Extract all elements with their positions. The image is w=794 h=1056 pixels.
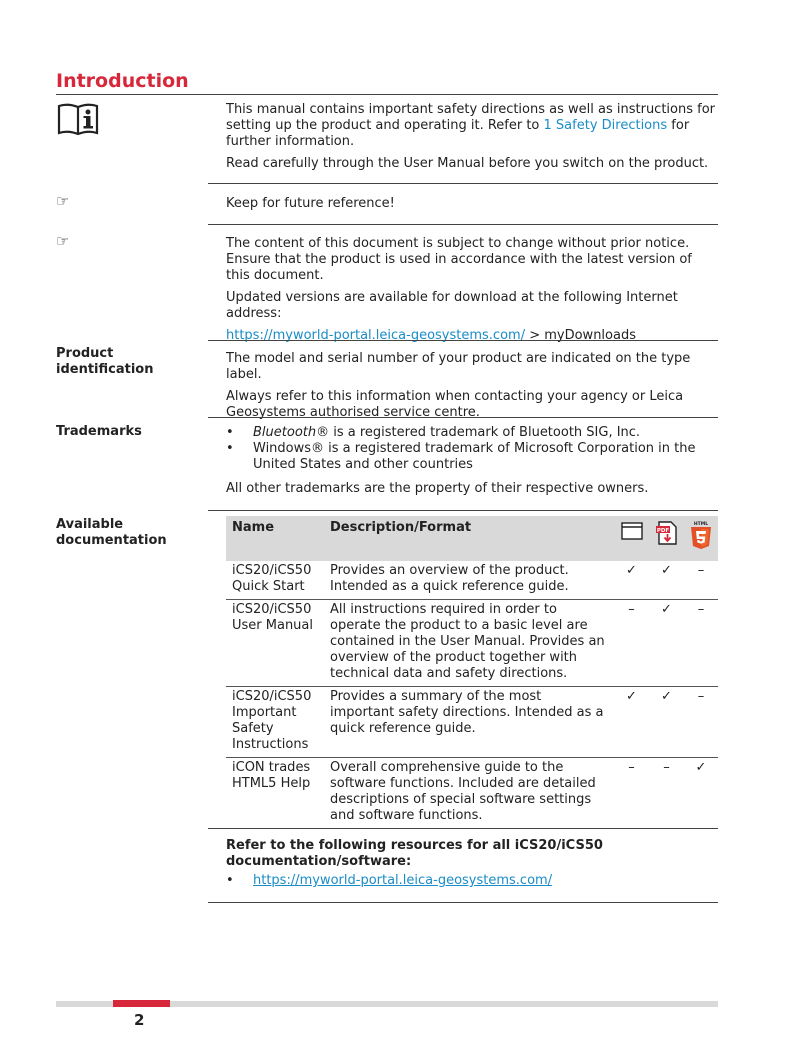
- note-content-change: [226, 236, 718, 344]
- doc-name-cell: iCS20/iCS50 Quick Start: [226, 561, 324, 600]
- format-mark: ✓: [614, 687, 649, 758]
- doc-description-cell: Overall comprehensive guide to the software functions. Included are detailed descriptions of special software settings and software functions.: [330, 760, 596, 823]
- format-mark: ✓: [649, 687, 684, 758]
- myworld-portal-link[interactable]: https://myworld-portal.leica-geosystems.com/: [226, 328, 526, 343]
- resources-portal-link[interactable]: https://myworld-portal.leica-geosystems.com/: [253, 873, 553, 888]
- svg-text:PDF: PDF: [656, 528, 669, 534]
- page-number: 2: [134, 1011, 145, 1029]
- format-mark: ✓: [649, 561, 684, 600]
- page-title: Introduction: [56, 70, 189, 92]
- doc-description-cell: All instructions required in order to operate the product to a basic level are contained in the User Manual. Provides an overview of the product together with technical data and safety directions.: [324, 600, 614, 687]
- format-mark: ✓: [649, 600, 684, 687]
- available-documentation-label: Available documentation: [56, 517, 167, 548]
- pointing-hand-icon: ☞: [56, 232, 70, 250]
- intro-text: [226, 102, 718, 172]
- documentation-table: [226, 516, 718, 828]
- safety-directions-link[interactable]: 1 Safety Directions: [543, 118, 668, 133]
- product-id-contact-paragraph: Always refer to this information when contacting your agency or Leica Geosystems authorised service centre.: [226, 389, 684, 420]
- documentation-section: [226, 516, 718, 828]
- section-divider: [208, 340, 718, 341]
- intro-paragraph: This manual contains important safety directions as well as instructions for setting up the product and operating it. Refer to 1 Safety Directions for further information.: [226, 102, 716, 149]
- format-mark: –: [684, 687, 718, 758]
- resources-block: [226, 838, 718, 889]
- manual-info-icon: [56, 102, 100, 141]
- doc-name-cell: iCS20/iCS50 User Manual: [226, 600, 324, 687]
- doc-name-cell: iCS20/iCS50 Important Safety Instructions: [226, 687, 324, 758]
- section-divider: [208, 224, 718, 225]
- list-item: • Bluetooth® is a registered trademark of Bluetooth SIG, Inc.: [226, 425, 718, 441]
- format-mark: –: [628, 760, 635, 775]
- table-row: [226, 687, 718, 758]
- note-keep-reference: Keep for future reference!: [226, 196, 395, 211]
- window-icon: [614, 516, 649, 561]
- note-url-line: https://myworld-portal.leica-geosystems.com/ > myDownloads: [226, 328, 636, 343]
- doc-name-cell: iCON trades HTML5 Help: [232, 760, 311, 791]
- product-id-paragraph: The model and serial number of your product are indicated on the type label.: [226, 351, 691, 382]
- footer-accent-bar: [113, 1000, 170, 1007]
- html5-icon: [684, 516, 718, 561]
- section-divider: [208, 902, 718, 903]
- doc-description-cell: Provides a summary of the most important safety directions. Intended as a quick reference guide.: [324, 687, 614, 758]
- list-item: [226, 873, 718, 889]
- note-updated-paragraph: Updated versions are available for download at the following Internet address:: [226, 290, 678, 321]
- trademarks-label: Trademarks: [56, 424, 142, 439]
- format-mark: –: [663, 760, 670, 775]
- table-header-row: [226, 516, 718, 561]
- column-header-description: Description/Format: [324, 516, 614, 561]
- table-row: [226, 600, 718, 687]
- column-header-name: Name: [226, 516, 324, 561]
- resources-heading: Refer to the following resources for all iCS20/iCS50 documentation/software:: [226, 838, 603, 869]
- trademarks-text: [226, 425, 718, 497]
- list-item: • Windows® is a registered trademark of Microsoft Corporation in the United States and other countries: [226, 441, 718, 473]
- intro-read-paragraph: Read carefully through the User Manual before you switch on the product.: [226, 156, 709, 171]
- title-divider: [56, 94, 718, 95]
- resources-list: [226, 873, 718, 889]
- format-mark: –: [684, 561, 718, 600]
- trademarks-list: [226, 425, 718, 473]
- pointing-hand-icon: ☞: [56, 192, 70, 210]
- pdf-icon: [649, 516, 684, 561]
- format-mark: ✓: [695, 760, 707, 775]
- product-identification-label: Product identification: [56, 346, 154, 377]
- table-row: [226, 561, 718, 600]
- format-mark: –: [684, 600, 718, 687]
- section-divider: [208, 183, 718, 184]
- doc-description-cell: Provides an overview of the product. Intended as a quick reference guide.: [324, 561, 614, 600]
- section-divider: [208, 417, 718, 418]
- trademarks-footer: All other trademarks are the property of their respective owners.: [226, 481, 649, 496]
- format-mark: –: [614, 600, 649, 687]
- format-mark: ✓: [614, 561, 649, 600]
- section-divider: [208, 828, 718, 829]
- note-change-paragraph: The content of this document is subject to change without prior notice. Ensure that the product is used in accordance with the latest version of this document.: [226, 236, 692, 283]
- section-divider: [208, 510, 718, 511]
- product-identification-text: [226, 351, 718, 421]
- svg-text:HTML: HTML: [693, 522, 709, 527]
- table-row: [226, 758, 718, 829]
